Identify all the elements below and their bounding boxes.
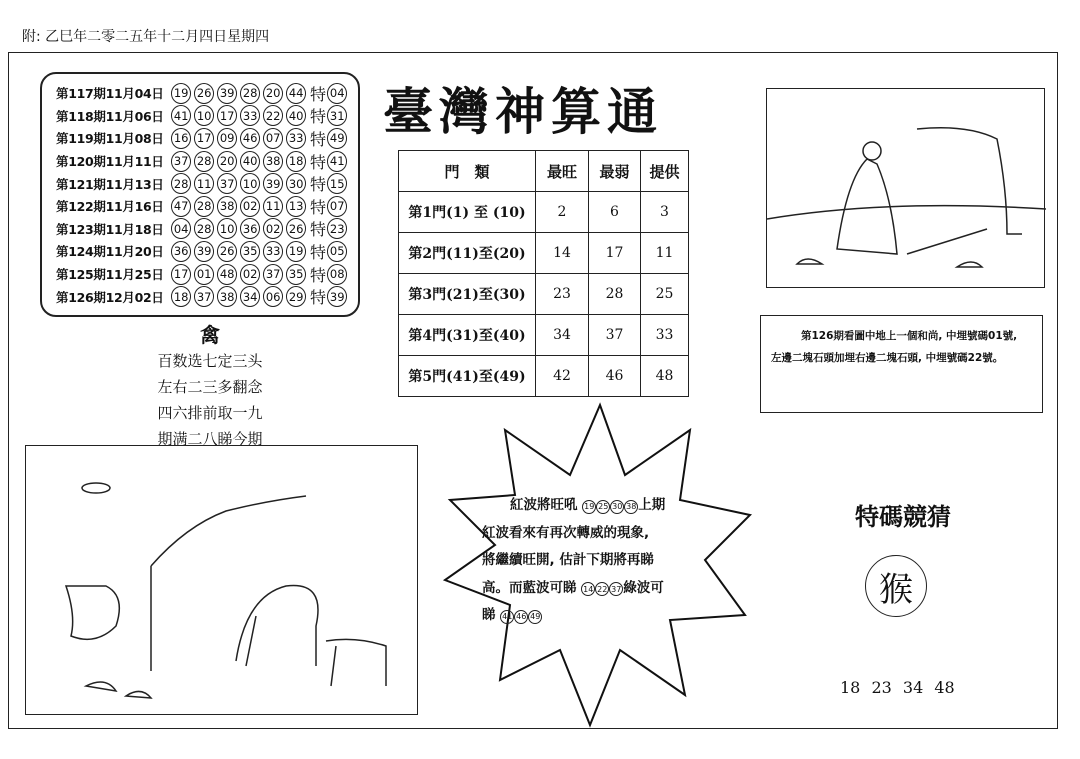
range-cell: 37 (589, 315, 641, 356)
range-cell: 42 (536, 356, 589, 397)
poem-line: 四六排前取一九 (157, 404, 263, 422)
draw-label: 第125期11月25日 (56, 267, 164, 283)
range-cell: 23 (536, 274, 589, 315)
small-ball: 14 (581, 582, 595, 596)
range-cell: 第5門(41)至(49) (399, 356, 536, 397)
number-ball: 04 (171, 218, 192, 239)
green-numbers (500, 607, 542, 623)
draw-label: 第122期11月16日 (56, 199, 164, 215)
number-ball: 36 (171, 241, 192, 262)
number-ball: 28 (194, 196, 215, 217)
draw-row (56, 263, 350, 286)
range-cell: 46 (589, 356, 641, 397)
special-label: 特 (309, 265, 326, 285)
draw-row (56, 127, 350, 150)
number-ball: 01 (194, 264, 215, 285)
range-cell: 6 (589, 192, 641, 233)
draw-label: 第124期11月20日 (56, 244, 164, 260)
number-ball: 11 (194, 173, 215, 194)
draw-label: 第119期11月08日 (56, 131, 164, 147)
special-ball: 23 (327, 218, 348, 239)
number-ball: 18 (171, 286, 192, 307)
range-cell: 11 (641, 233, 689, 274)
draw-row (56, 150, 350, 173)
range-cell: 第3門(21)至(30) (399, 274, 536, 315)
special-label: 特 (309, 129, 326, 149)
red-numbers (582, 497, 638, 513)
number-ball: 36 (240, 218, 261, 239)
text: 紅波看來有再次轉威的現象, (482, 524, 650, 541)
text: 高。而藍波可睇 (482, 579, 577, 596)
illustration-goats (25, 445, 418, 715)
number-ball: 37 (217, 173, 238, 194)
number-ball: 39 (217, 83, 238, 104)
number-ball: 38 (263, 151, 284, 172)
small-ball: 41 (500, 610, 514, 624)
draw-label: 第123期11月18日 (56, 221, 164, 237)
range-cell: 25 (641, 274, 689, 315)
hint-line: 左邊二塊石頭加埋右邊二塊石頭, 中埋號碼22號。 (771, 352, 1004, 364)
number-ball: 33 (263, 241, 284, 262)
number-ball: 10 (217, 218, 238, 239)
number-ball: 26 (286, 218, 307, 239)
number-ball: 10 (240, 173, 261, 194)
number-ball: 37 (171, 151, 192, 172)
draw-row (56, 172, 350, 195)
draw-label: 第120期11月11日 (56, 154, 164, 170)
poem-title: 禽 (200, 323, 220, 347)
number-ball: 29 (286, 286, 307, 307)
number-ball: 17 (217, 105, 238, 126)
number-ball: 20 (263, 83, 284, 104)
illustration-monk (766, 88, 1045, 288)
text: 睇 (482, 607, 496, 623)
hint-box (760, 315, 1043, 413)
small-ball: 38 (624, 500, 638, 514)
range-cell: 34 (536, 315, 589, 356)
special-label: 特 (309, 152, 326, 172)
number-ball: 28 (240, 83, 261, 104)
header-date: 附: 乙巳年二零二五年十二月四日星期四 (22, 29, 270, 45)
page-title: 臺灣神算通 (383, 82, 663, 141)
number-ball: 13 (286, 196, 307, 217)
number-ball: 38 (217, 286, 238, 307)
range-row (399, 233, 689, 274)
number-ball: 09 (217, 128, 238, 149)
number-ball: 17 (194, 128, 215, 149)
number-ball: 17 (171, 264, 192, 285)
number-ball: 11 (263, 196, 284, 217)
small-ball: 49 (528, 610, 542, 624)
number-ball: 38 (217, 196, 238, 217)
blue-numbers (581, 580, 623, 596)
draw-results-table (40, 72, 360, 317)
special-ball: 08 (327, 264, 348, 285)
number-ball: 37 (194, 286, 215, 307)
special-ball: 07 (327, 196, 348, 217)
special-ball: 31 (327, 105, 348, 126)
small-ball: 37 (609, 582, 623, 596)
number-ball: 02 (240, 264, 261, 285)
draw-row (56, 218, 350, 241)
draw-label: 第126期12月02日 (56, 289, 164, 305)
poem (120, 322, 300, 452)
special-label: 特 (309, 84, 326, 104)
number-ball: 22 (263, 105, 284, 126)
number-ball: 40 (286, 105, 307, 126)
small-ball: 22 (595, 582, 609, 596)
zodiac-circle: 猴 (865, 555, 927, 617)
number-ball: 02 (263, 218, 284, 239)
number-ball: 16 (171, 128, 192, 149)
special-ball: 05 (327, 241, 348, 262)
text: 將繼續旺開, 估計下期將再睇 (482, 552, 654, 568)
poem-line: 期满二八睇今期 (157, 430, 263, 448)
range-cell: 第4門(31)至(40) (399, 315, 536, 356)
range-cell: 17 (589, 233, 641, 274)
draw-label: 第121期11月13日 (56, 176, 164, 192)
number-ball: 28 (194, 151, 215, 172)
number-ball: 44 (286, 83, 307, 104)
hint-line: 第126期看圖中地上一個和尚, 中埋號碼01號, (801, 330, 1018, 342)
col-header: 最旺 (536, 151, 589, 192)
number-ball: 19 (286, 241, 307, 262)
range-cell: 第2門(11)至(20) (399, 233, 536, 274)
text: 紅波將旺吼 (510, 497, 578, 513)
text: 綠波可 (623, 579, 664, 596)
col-header: 提供 (641, 151, 689, 192)
text: 上期 (638, 497, 666, 513)
number-ball: 41 (171, 105, 192, 126)
special-ball: 15 (327, 173, 348, 194)
col-header: 門 類 (399, 151, 536, 192)
range-row (399, 315, 689, 356)
draw-row (56, 105, 350, 128)
poem-line: 百数选七定三头 (157, 352, 263, 370)
number-ball: 28 (171, 173, 192, 194)
number-ball: 39 (263, 173, 284, 194)
special-label: 特 (309, 242, 326, 262)
number-ball: 35 (240, 241, 261, 262)
number-ball: 06 (263, 286, 284, 307)
range-row (399, 192, 689, 233)
special-ball: 04 (327, 83, 348, 104)
range-cell: 33 (641, 315, 689, 356)
number-ball: 10 (194, 105, 215, 126)
special-label: 特 (309, 220, 326, 240)
draw-row (56, 240, 350, 263)
number-ball: 39 (194, 241, 215, 262)
range-cell: 28 (589, 274, 641, 315)
number-ball: 26 (194, 83, 215, 104)
number-ball: 33 (286, 128, 307, 149)
poem-line: 左右二三多翻念 (157, 378, 263, 396)
small-ball: 30 (610, 500, 624, 514)
range-cell: 3 (641, 192, 689, 233)
number-ball: 19 (171, 83, 192, 104)
number-ball: 18 (286, 151, 307, 172)
number-ball: 28 (194, 218, 215, 239)
small-ball: 46 (514, 610, 528, 624)
range-cell: 第1門(1) 至 (10) (399, 192, 536, 233)
number-ball: 34 (240, 286, 261, 307)
range-cell: 14 (536, 233, 589, 274)
number-ball: 37 (263, 264, 284, 285)
number-ball: 33 (240, 105, 261, 126)
number-ball: 46 (240, 128, 261, 149)
draw-label: 第117期11月04日 (56, 86, 164, 102)
draw-row (56, 285, 350, 308)
special-label: 特 (309, 197, 326, 217)
special-label: 特 (309, 107, 326, 127)
special-ball: 39 (327, 286, 348, 307)
number-ball: 20 (217, 151, 238, 172)
number-ball: 07 (263, 128, 284, 149)
starburst-text (482, 492, 712, 630)
range-cell: 48 (641, 356, 689, 397)
number-ball: 40 (240, 151, 261, 172)
number-ball: 48 (217, 264, 238, 285)
draw-row (56, 82, 350, 105)
special-ball: 49 (327, 128, 348, 149)
small-ball: 25 (596, 500, 610, 514)
number-ball: 35 (286, 264, 307, 285)
special-ball: 41 (327, 151, 348, 172)
draw-row (56, 195, 350, 218)
range-row (399, 356, 689, 397)
special-label: 特 (309, 175, 326, 195)
guess-numbers: 18 23 34 48 (840, 678, 955, 697)
number-ball: 47 (171, 196, 192, 217)
number-ball: 30 (286, 173, 307, 194)
small-ball: 19 (582, 500, 596, 514)
range-table (398, 150, 689, 397)
col-header: 最弱 (589, 151, 641, 192)
special-label: 特 (309, 288, 326, 308)
guess-title: 特碼競猜 (855, 503, 951, 531)
range-row (399, 274, 689, 315)
number-ball: 02 (240, 196, 261, 217)
range-cell: 2 (536, 192, 589, 233)
number-ball: 26 (217, 241, 238, 262)
draw-label: 第118期11月06日 (56, 108, 164, 124)
